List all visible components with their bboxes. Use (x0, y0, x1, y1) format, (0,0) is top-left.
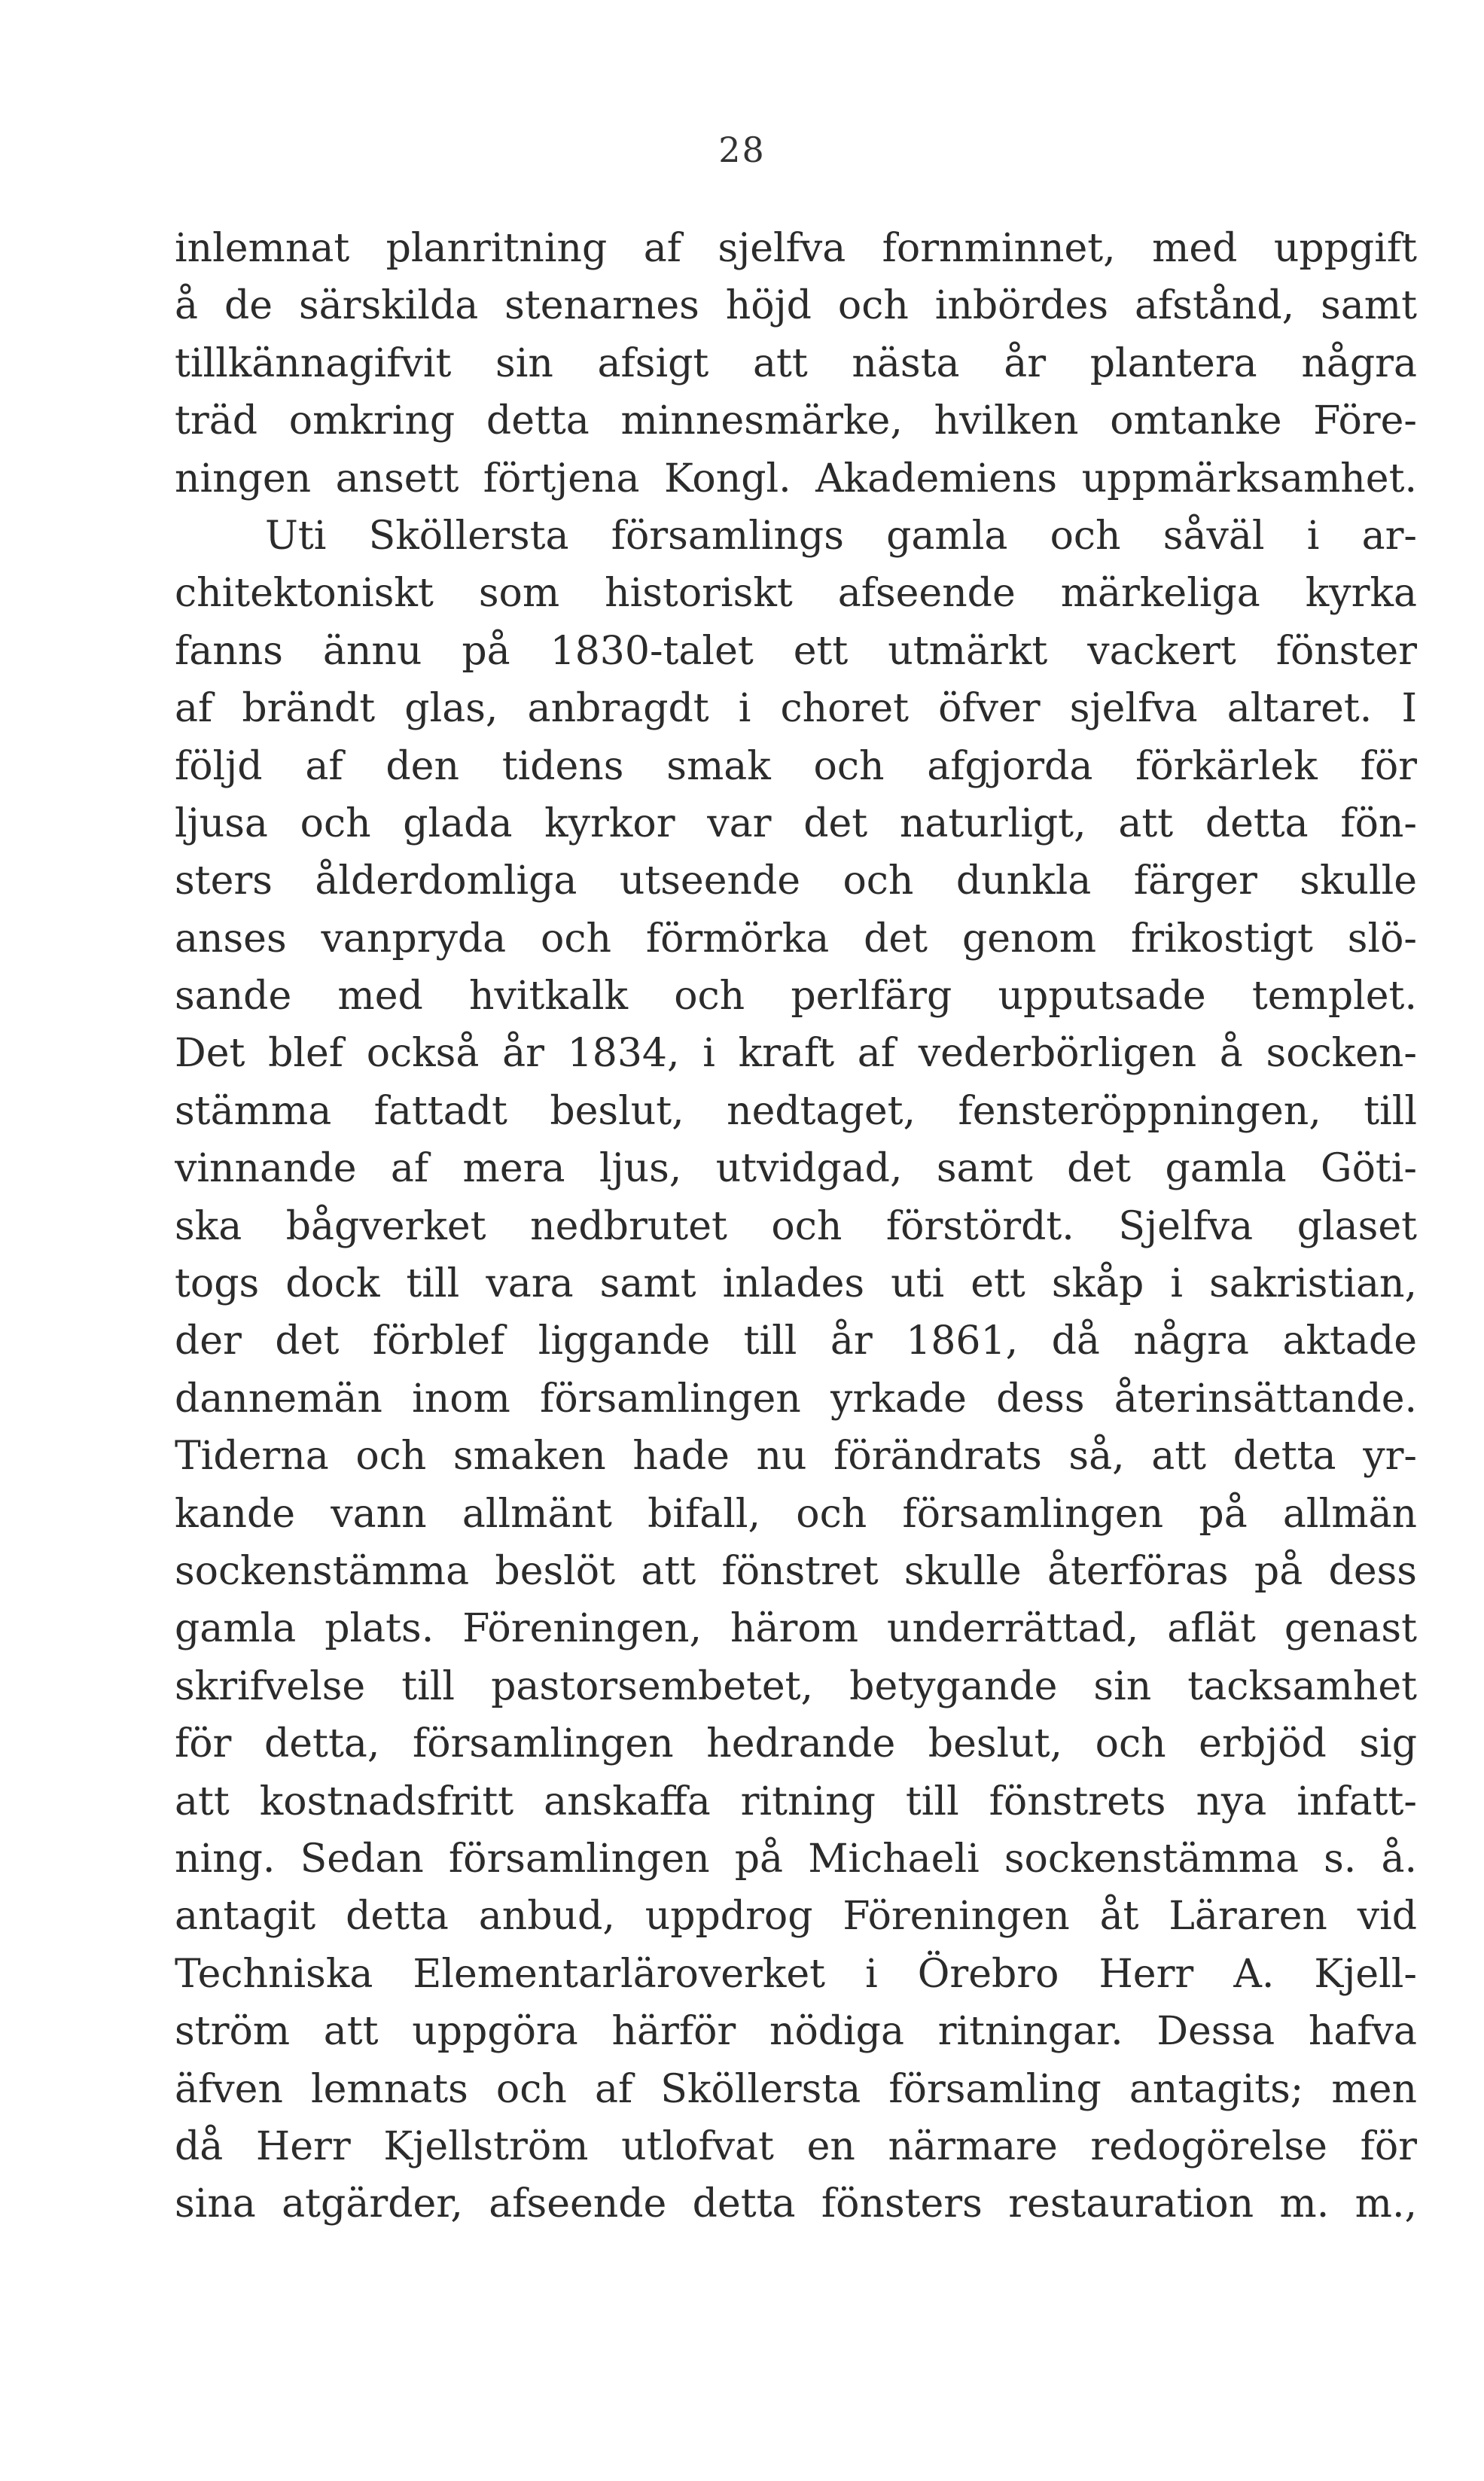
text-line: sters ålderdomliga utseende och dunkla färger skulle (175, 858, 1417, 904)
text-line: togs dock till vara samt inlades uti ett skåp i sakristian, (175, 1261, 1417, 1307)
text-line: stämma fattadt beslut, nedtaget, fensteröppningen, till (175, 1088, 1417, 1134)
text-line: chitektoniskt som historiskt afseende märkeliga kyrka (175, 571, 1417, 617)
text-line: af brändt glas, anbragdt i choret öfver sjelfva altaret. I (175, 686, 1417, 732)
text-line: ljusa och glada kyrkor var det naturligt, att detta fön- (175, 800, 1417, 846)
text-line: Uti Sköllersta församlings gamla och såväl i ar- (265, 513, 1417, 559)
text-line: skrifvelse till pastorsembetet, betygande sin tacksamhet (175, 1663, 1417, 1709)
text-line: Techniska Elementarläroverket i Örebro Herr A. Kjell- (175, 1951, 1417, 1997)
text-line: ning. Sedan församlingen på Michaeli sockenstämma s. å. (175, 1836, 1417, 1882)
text-line: antagit detta anbud, uppdrog Föreningen åt Läraren vid (175, 1894, 1417, 1940)
page-number: 28 (718, 130, 766, 170)
text-line: ska bågverket nedbrutet och förstördt. Sjelfva glaset (175, 1203, 1417, 1249)
text-line: följd af den tidens smak och afgjorda förkärlek för (175, 743, 1417, 789)
text-line: fanns ännu på 1830-talet ett utmärkt vackert fönster (175, 628, 1417, 674)
text-line: kande vann allmänt bifall, och församlingen på allmän (175, 1491, 1417, 1537)
text-line: å de särskilda stenarnes höjd och inbördes afstånd, samt (175, 283, 1417, 329)
text-line: gamla plats. Föreningen, härom underrättad, aflät genast (175, 1606, 1417, 1652)
text-line: ström att uppgöra härför nödiga ritningar. Dessa hafva (175, 2009, 1417, 2055)
body-text (175, 220, 1417, 2233)
text-line: sina atgärder, afseende detta fönsters restauration m. m., (175, 2181, 1417, 2227)
text-line: då Herr Kjellström utlofvat en närmare redogörelse för (175, 2123, 1417, 2169)
text-line: för detta, församlingen hedrande beslut, och erbjöd sig (175, 1721, 1417, 1767)
text-line: sande med hvitkalk och perlfärg upputsade templet. (175, 974, 1417, 1020)
text-line: ningen ansett förtjena Kongl. Akademiens uppmärksamhet. (175, 456, 1417, 501)
text-line: vinnande af mera ljus, utvidgad, samt det gamla Göti- (175, 1146, 1417, 1192)
text-line: Det blef också år 1834, i kraft af vederbörligen å socken- (175, 1031, 1417, 1077)
text-line: tillkännagifvit sin afsigt att nästa år plantera några (175, 340, 1417, 386)
text-line: träd omkring detta minnesmärke, hvilken omtanke Före- (175, 398, 1417, 444)
text-line: att kostnadsfritt anskaffa ritning till fönstrets nya infatt- (175, 1778, 1417, 1824)
text-line: anses vanpryda och förmörka det genom frikostigt slö- (175, 916, 1417, 962)
text-line: Tiderna och smaken hade nu förändrats så, att detta yr- (175, 1434, 1417, 1480)
text-line: äfven lemnats och af Sköllersta församling antagits; men (175, 2066, 1417, 2112)
text-line: dannemän inom församlingen yrkade dess återinsättande. (175, 1376, 1417, 1422)
text-line: sockenstämma beslöt att fönstret skulle återföras på dess (175, 1548, 1417, 1594)
text-line: der det förblef liggande till år 1861, då några aktade (175, 1318, 1417, 1364)
text-line: inlemnat planritning af sjelfva fornminnet, med uppgift (175, 226, 1417, 271)
